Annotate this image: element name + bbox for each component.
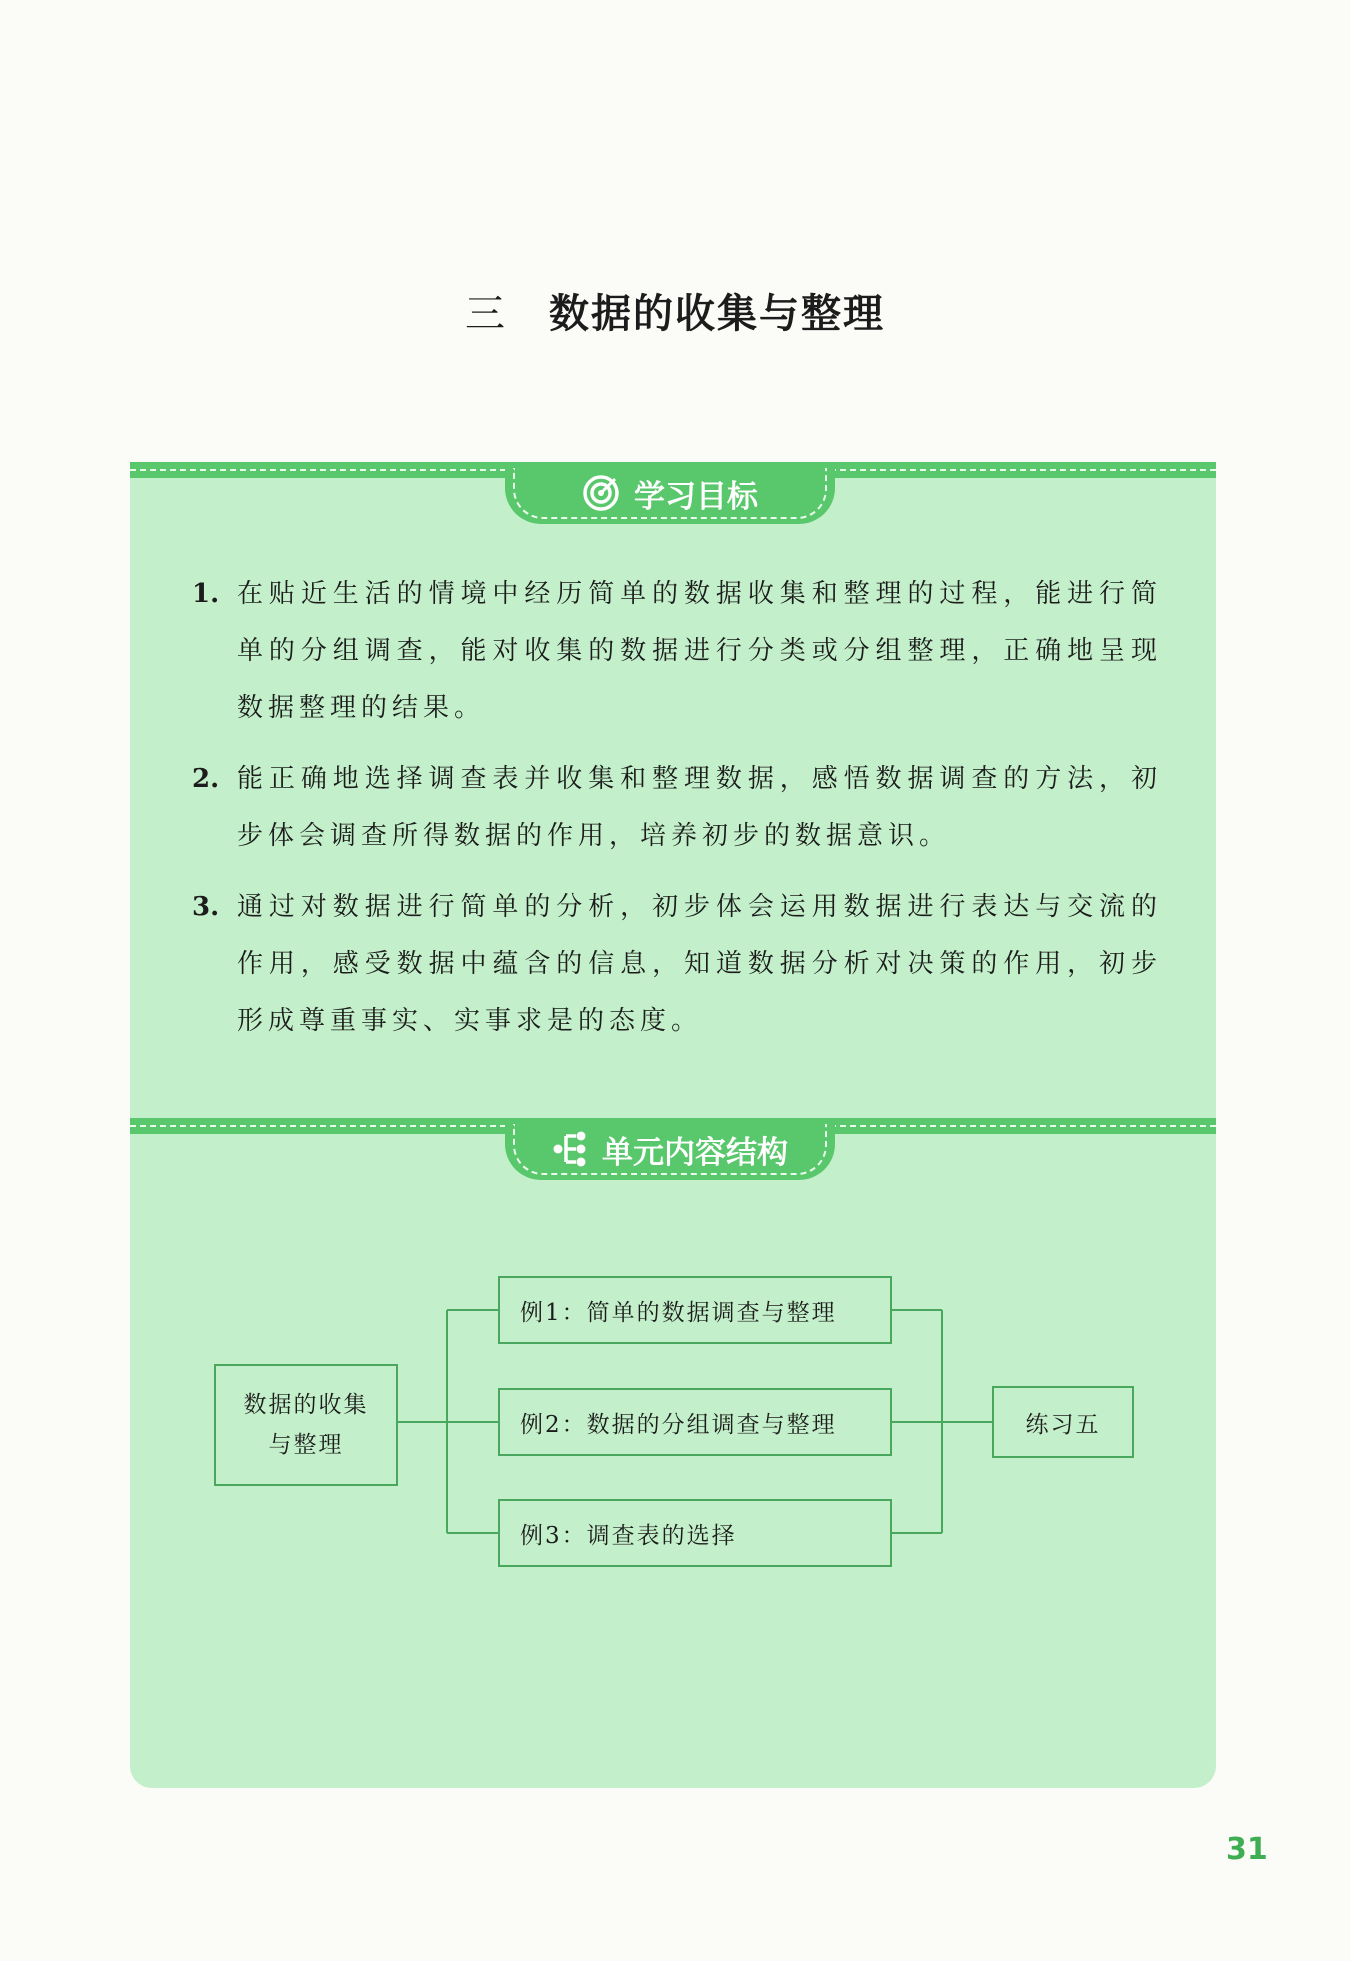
chapter-number: 三: [465, 291, 507, 337]
example-2-box: [498, 1388, 892, 1456]
page-number: 31: [1226, 1832, 1268, 1867]
root-topic-text: 数据的收集与整理: [243, 1392, 369, 1458]
goal-number: 3.: [192, 892, 220, 922]
goal-text: 在贴近生活的情境中经历简单的数据收集和整理的过程，能进行简单的分组调查，能对收集的数据进行分类或分组整理，正确地呈现数据整理的结果。: [237, 579, 1162, 723]
example-3-box: [498, 1499, 892, 1567]
goal-number: 2.: [192, 764, 220, 794]
root-topic-box: [214, 1364, 398, 1486]
exercise-text: 练习五: [1025, 1411, 1101, 1438]
example-1-text: 例1：简单的数据调查与整理: [520, 1299, 837, 1326]
learning-goals-title: 学习目标: [634, 478, 758, 515]
goal-text: 能正确地选择调查表并收集和整理数据，感悟数据调查的方法，初步体会调查所得数据的作用，培养初步的数据意识。: [237, 764, 1162, 851]
exercise-box: [992, 1386, 1134, 1458]
example-1-box: [498, 1276, 892, 1344]
unit-structure-title: 单元内容结构: [602, 1134, 788, 1171]
goal-number: 1.: [192, 579, 220, 609]
chapter-name: 数据的收集与整理: [549, 291, 885, 337]
example-3-text: 例3：调查表的选择: [520, 1522, 737, 1549]
goal-text: 通过对数据进行简单的分析，初步体会运用数据进行表达与交流的作用，感受数据中蕴含的信息，知道数据分析对决策的作用，初步形成尊重事实、实事求是的态度。: [237, 892, 1162, 1036]
example-2-text: 例2：数据的分组调查与整理: [520, 1411, 837, 1438]
